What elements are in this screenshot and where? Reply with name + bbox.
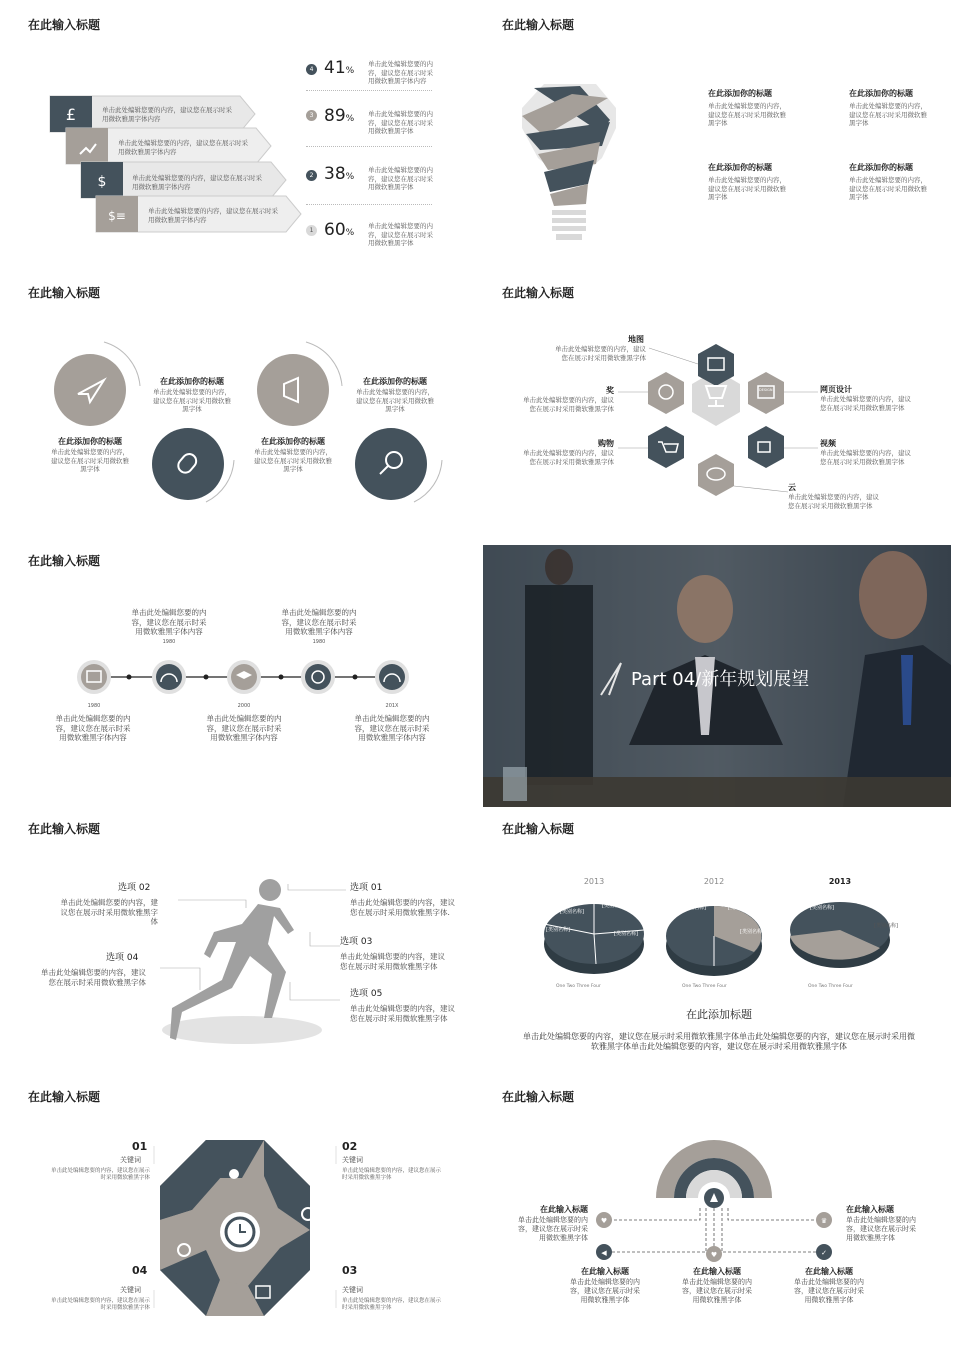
- stat-desc: 单击此处编辑您要的内容，建议您在展示时采用微软雅黑字体: [368, 110, 433, 135]
- item-number: 04: [132, 1264, 148, 1277]
- option-label: 选项 05: [350, 989, 383, 999]
- pie-label: [类别名称]: [560, 909, 584, 915]
- heart-icon: ♥: [710, 1251, 718, 1259]
- stat-badge: 1: [306, 225, 317, 236]
- megaphone-icon: ◀: [601, 1249, 607, 1257]
- slide-title: 在此输入标题: [28, 1090, 101, 1104]
- hex-desc: 单击此处编辑您要的内容，建议您在展示时采用微软雅黑字体: [523, 396, 614, 413]
- pie-label: [类别名称]: [728, 905, 752, 911]
- item-number: 02: [342, 1140, 358, 1153]
- item-heading: 在此添加你的标题: [160, 377, 224, 386]
- money-bag-icon: £: [65, 105, 77, 124]
- legend-item: Three: [576, 984, 590, 989]
- pie-label: [类别名称]: [546, 927, 570, 933]
- slide-title: 在此输入标题: [28, 822, 101, 836]
- hex-label: 云: [788, 483, 796, 492]
- timeline-year: 2000: [237, 703, 251, 709]
- timeline-graphic: [10, 544, 480, 806]
- stat-badge: 4: [306, 64, 317, 75]
- item-keyword: 关键词: [120, 1286, 141, 1294]
- item-heading: 在此输入标题: [693, 1267, 741, 1276]
- shield-dollar-icon: $: [97, 174, 107, 190]
- lightbulb-graphic: [484, 8, 954, 270]
- arrow-text-1: 单击此处编辑您要的内容，建议您在展示时采用微软雅黑字体内容: [102, 106, 232, 123]
- item-heading: 在此添加你的标题: [363, 377, 427, 386]
- slide-7: [10, 812, 480, 1074]
- legend-item: Four: [842, 984, 853, 989]
- pie-label: [类别名称]: [602, 903, 626, 909]
- legend-item: One: [556, 984, 566, 989]
- slide-5: [10, 544, 480, 806]
- web-design-icon-text: DESIGN: [759, 388, 773, 392]
- hex-label: 地图: [628, 335, 644, 344]
- runner-graphic: [10, 812, 480, 1074]
- item-number: 03: [342, 1264, 358, 1277]
- slide-1: [10, 8, 480, 270]
- legend-item: Two: [566, 984, 576, 989]
- option-desc: 单击此处编辑您要的内容，建议您在展示时采用微软雅黑字体: [60, 898, 158, 926]
- timeline-bottom-desc: 单击此处编辑您要的内容，建议您在展示时采用微软雅黑字体内容: [354, 714, 430, 742]
- chart-subtitle: 在此添加标题: [686, 1008, 752, 1021]
- legend-item: One: [808, 984, 818, 989]
- item-keyword: 关键词: [342, 1286, 363, 1294]
- hex-desc: 单击此处编辑您要的内容，建议您在展示时采用微软雅黑字体: [820, 449, 911, 466]
- arrow-text-2: 单击此处编辑您要的内容，建议您在展示时采用微软雅黑字体内容: [118, 139, 248, 156]
- section-heading: Part 04/新年规划展望: [631, 669, 810, 690]
- slide-4: [484, 276, 954, 538]
- stat-value: 38%: [324, 164, 355, 184]
- legend-item: Four: [590, 984, 601, 989]
- item-desc: 单击此处编辑您要的内容，建议您在展示时采用微软雅黑字体: [50, 1168, 150, 1181]
- timeline-year: 1980: [87, 703, 101, 709]
- pie-year: 2013: [828, 877, 852, 886]
- hex-desc: 单击此处编辑您要的内容，建议您在展示时采用微软雅黑字体: [788, 493, 879, 510]
- option-desc: 单击此处编辑您要的内容，建议您在展示时采用微软雅黑字体.: [350, 898, 455, 917]
- pie-label: [类别名称]: [614, 931, 638, 937]
- item-desc: 单击此处编辑您要的内容，建议您在展示时采用微软雅黑字体: [50, 1298, 150, 1311]
- trophy-icon: ♛: [820, 1217, 828, 1225]
- slide-title: 在此输入标题: [502, 1090, 575, 1104]
- item-desc: 单击此处编辑您要的内容，建议您在展示时采用微软雅黑字体: [849, 176, 927, 201]
- thumbs-up-icon: ✓: [821, 1249, 827, 1257]
- option-label: 选项 02: [118, 883, 151, 893]
- hex-label: 奖: [606, 386, 614, 395]
- item-desc: 单击此处编辑您要的内容，建议您在展示时采用微软雅黑字体: [518, 1216, 588, 1242]
- slide-6-photo-divider: [483, 545, 951, 807]
- item-desc: 单击此处编辑您要的内容，建议您在展示时采用微软雅黑字体: [682, 1278, 752, 1304]
- slide-title: 在此输入标题: [502, 286, 575, 300]
- stat-value: 89%: [324, 106, 355, 126]
- timeline-top-desc: 单击此处编辑您要的内容，建议您在展示时采用微软雅黑字体内容: [281, 608, 357, 636]
- item-heading: 在此添加你的标题: [849, 89, 913, 98]
- slide-title: 在此输入标题: [502, 822, 575, 836]
- legend-item: Two: [692, 984, 702, 989]
- slide-9: [10, 1080, 480, 1342]
- cash-icon: $≡: [108, 209, 126, 223]
- heart-icon: ♥: [600, 1217, 608, 1225]
- legend-item: Two: [818, 984, 828, 989]
- legend-item: Three: [702, 984, 716, 989]
- arrow-text-3: 单击此处编辑您要的内容，建议您在展示时采用微软雅黑字体内容: [132, 174, 262, 191]
- item-heading: 在此输入标题: [805, 1267, 853, 1276]
- item-desc: 单击此处编辑您要的内容，建议您在展示时采用微软雅黑字体: [708, 176, 786, 201]
- legend-item: One: [682, 984, 692, 989]
- option-label: 选项 01: [350, 883, 383, 893]
- slide-title: 在此输入标题: [28, 554, 101, 568]
- timeline-year: 1980: [312, 639, 326, 645]
- item-desc: 单击此处编辑您要的内容，建议您在展示时采用微软雅黑字体: [846, 1216, 916, 1242]
- option-label: 选项 04: [106, 953, 139, 963]
- item-desc: 单击此处编辑您要的内容，建议您在展示时采用微软雅黑字体: [51, 448, 129, 473]
- item-desc: 单击此处编辑您要的内容，建议您在展示时采用微软雅黑字体: [708, 102, 786, 127]
- item-heading: 在此添加你的标题: [849, 163, 913, 172]
- slide-8: [484, 812, 954, 1074]
- item-desc: 单击此处编辑您要的内容，建议您在展示时采用微软雅黑字体: [356, 388, 434, 413]
- person-icon: [229, 1169, 239, 1179]
- stat-desc: 单击此处编辑您要的内容，建议您在展示时采用微软雅黑字体内容: [368, 60, 433, 85]
- item-desc: 单击此处编辑您要的内容，建议您在展示时采用微软雅黑字体: [153, 388, 231, 413]
- stat-value: 60%: [324, 220, 355, 240]
- option-desc: 单击此处编辑您要的内容，建议您在展示时采用微软雅黑字体: [41, 968, 146, 987]
- item-keyword: 关键词: [342, 1156, 363, 1164]
- hex-desc: 单击此处编辑您要的内容，建议您在展示时采用微软雅黑字体: [555, 345, 646, 362]
- option-label: 选项 03: [340, 937, 373, 947]
- slide-10: [484, 1080, 954, 1342]
- item-heading: 在此添加你的标题: [708, 89, 772, 98]
- slide-3: [10, 276, 480, 538]
- hex-desc: 单击此处编辑您要的内容，建议您在展示时采用微软雅黑字体: [820, 395, 911, 412]
- stat-badge: 3: [306, 110, 317, 121]
- pie-legend: [682, 984, 727, 989]
- timeline-top-desc: 单击此处编辑您要的内容，建议您在展示时采用微软雅黑字体内容: [131, 608, 207, 636]
- runner-silhouette: [259, 879, 281, 901]
- hex-desc: 单击此处编辑您要的内容，建议您在展示时采用微软雅黑字体: [523, 449, 614, 466]
- item-heading: 在此输入标题: [846, 1205, 894, 1214]
- legend-item: Four: [716, 984, 727, 989]
- timeline-year: 1980: [162, 639, 176, 645]
- hex-label: 购物: [598, 439, 614, 448]
- stat-badge: 2: [306, 170, 317, 181]
- item-desc: 单击此处编辑您要的内容，建议您在展示时采用微软雅黑字体: [794, 1278, 864, 1304]
- timeline-year: 201X: [385, 703, 399, 709]
- pie-year: 2013: [583, 877, 605, 886]
- item-heading: 在此添加你的标题: [58, 437, 122, 446]
- pie-legend: [808, 984, 853, 989]
- item-heading: 在此输入标题: [581, 1267, 629, 1276]
- slide-title: 在此输入标题: [502, 18, 575, 32]
- slide-title: 在此输入标题: [28, 286, 101, 300]
- timeline-bottom-desc: 单击此处编辑您要的内容，建议您在展示时采用微软雅黑字体内容: [206, 714, 282, 742]
- option-desc: 单击此处编辑您要的内容，建议您在展示时采用微软雅黑字体: [350, 1004, 455, 1023]
- item-desc: 单击此处编辑您要的内容，建议您在展示时采用微软雅黑字体: [254, 448, 332, 473]
- option-desc: 单击此处编辑您要的内容，建议您在展示时采用微软雅黑字体: [340, 952, 445, 971]
- item-heading: 在此输入标题: [540, 1205, 588, 1214]
- stat-value: 41%: [324, 58, 355, 78]
- legend-item: Three: [828, 984, 842, 989]
- item-keyword: 关键词: [120, 1156, 141, 1164]
- hex-label: 网页设计: [820, 385, 852, 394]
- item-heading: 在此添加你的标题: [708, 163, 772, 172]
- stat-desc: 单击此处编辑您要的内容，建议您在展示时采用微软雅黑字体: [368, 166, 433, 191]
- slide-title: 在此输入标题: [28, 18, 101, 32]
- pie-label: [类别名称]: [740, 929, 764, 935]
- arrow-text-4: 单击此处编辑您要的内容，建议您在展示时采用微软雅黑字体内容: [148, 207, 278, 224]
- item-desc: 单击此处编辑您要的内容，建议您在展示时采用微软雅黑字体: [342, 1298, 442, 1311]
- item-desc: 单击此处编辑您要的内容，建议您在展示时采用微软雅黑字体: [342, 1168, 442, 1181]
- pie-year: 2012: [703, 877, 725, 886]
- pie-label: [类别名称]: [682, 905, 706, 911]
- item-desc: 单击此处编辑您要的内容，建议您在展示时采用微软雅黑字体: [570, 1278, 640, 1304]
- slide-2: [484, 8, 954, 270]
- pie-legend: [556, 984, 601, 989]
- chart-description: 单击此处编辑您要的内容，建议您在展示时采用微软雅黑字体单击此处编辑您要的内容，建议您在展示时采用微软雅黑字体单击此处编辑您要的内容，建议您在展示时采用微软雅黑字体: [523, 1032, 915, 1051]
- stat-desc: 单击此处编辑您要的内容，建议您在展示时采用微软雅黑字体: [368, 222, 433, 247]
- pie-label: [类别名称]: [874, 923, 898, 929]
- item-desc: 单击此处编辑您要的内容，建议您在展示时采用微软雅黑字体: [849, 102, 927, 127]
- pie-label: [类别名称]: [810, 905, 834, 911]
- item-number: 01: [132, 1140, 148, 1153]
- item-heading: 在此添加你的标题: [261, 437, 325, 446]
- timeline-bottom-desc: 单击此处编辑您要的内容，建议您在展示时采用微软雅黑字体内容: [55, 714, 131, 742]
- hex-label: 视频: [820, 439, 836, 448]
